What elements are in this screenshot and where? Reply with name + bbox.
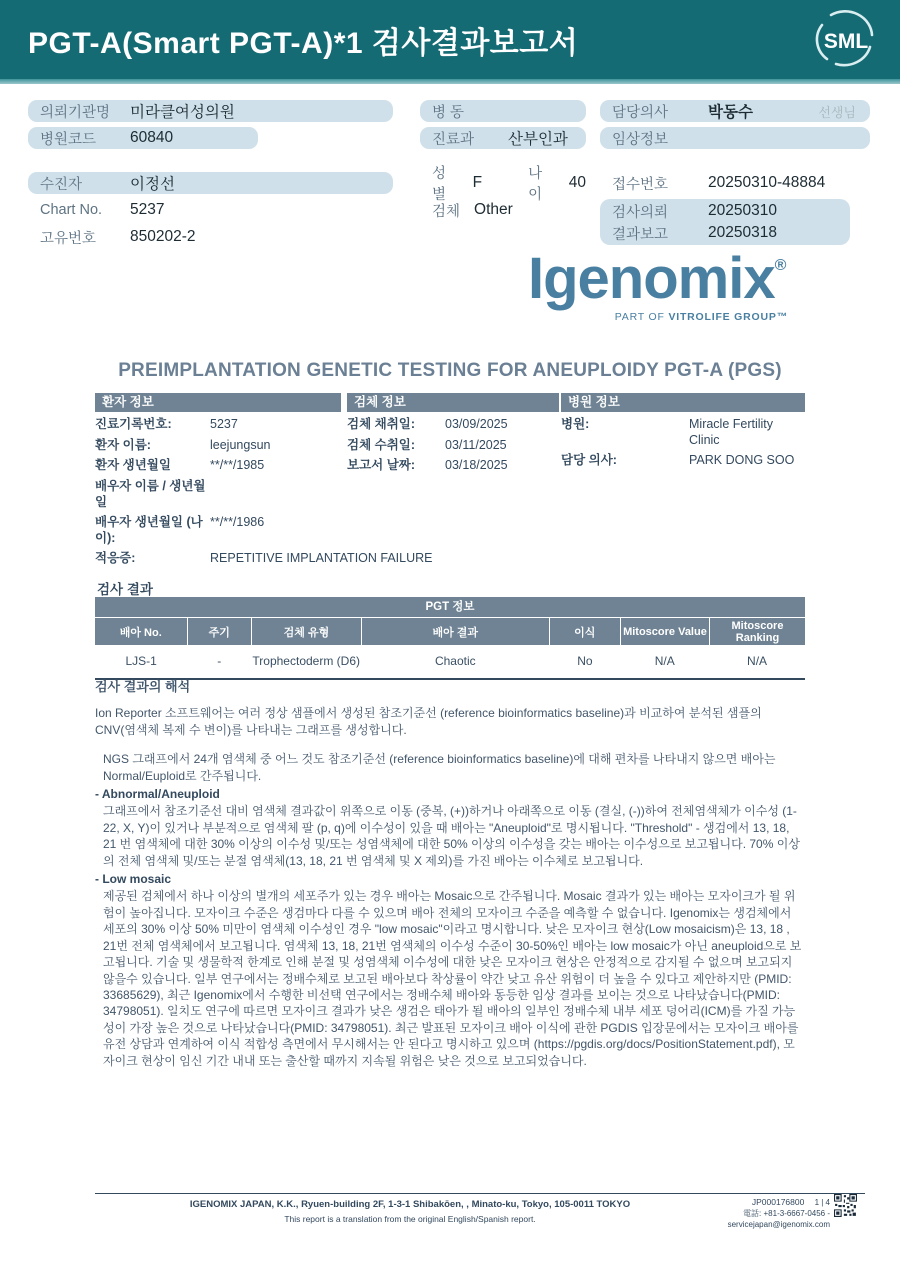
field-label: 임상정보 xyxy=(612,131,669,148)
field-chart-no xyxy=(28,199,393,221)
field-value: 60840 xyxy=(130,129,174,146)
field-value: 20250310-48884 xyxy=(708,174,826,191)
clinic-info-column xyxy=(561,393,805,469)
sml-logo-icon xyxy=(814,9,878,71)
field-label: 진료과 xyxy=(432,131,475,148)
field-ward xyxy=(420,100,586,122)
info-column-right xyxy=(600,100,870,245)
footer-center xyxy=(95,1199,725,1224)
cell-transfer: No xyxy=(577,654,593,668)
footer-email: servicejapan@igenomix.com xyxy=(727,1219,830,1229)
table-row xyxy=(95,645,805,678)
field-referring-org xyxy=(28,100,393,122)
info-row: 담당 의사: PARK DONG SOO xyxy=(561,453,795,468)
gender-value: F xyxy=(472,174,483,191)
field-specimen xyxy=(420,199,586,221)
cell-embryo-result: Chaotic xyxy=(434,654,476,668)
info-row: 진료기록번호: 5237 xyxy=(95,417,238,431)
subline-group: VITROLIFE GROUP™ xyxy=(668,311,788,323)
footer-tel: 電話: +81-3-6667-0456 - xyxy=(743,1208,830,1218)
field-value: 산부인과 xyxy=(508,131,568,148)
field-value: 20250310 xyxy=(708,202,777,219)
info-row: 병원: Miracle Fertility Clinic xyxy=(561,417,774,447)
field-unique-no xyxy=(28,226,393,248)
cell-mitoscore-ranking: N/A xyxy=(747,654,768,668)
field-label: 의뢰기관명 xyxy=(40,104,111,121)
column-header: Mitoscore Ranking xyxy=(710,618,805,645)
interpretation-title: 검사 결과의 해석 xyxy=(95,679,191,694)
field-label: 담당의사 xyxy=(612,104,669,121)
interpretation-subheading: - Abnormal/Aneuploid xyxy=(95,787,220,802)
specimen-value: Other xyxy=(474,201,513,218)
page-title: PGT-A(Smart PGT-A)*1 검사결과보고서 xyxy=(28,26,579,60)
field-label: 병원코드 xyxy=(40,131,97,148)
column-header: 주기 xyxy=(188,618,251,645)
section-header-patient: 환자 정보 xyxy=(95,393,341,412)
field-doctor xyxy=(600,100,870,122)
header-accent-line xyxy=(0,79,900,84)
field-hospital-code xyxy=(28,127,258,149)
field-department xyxy=(420,127,586,149)
header-bar xyxy=(0,0,900,79)
column-header: 이식 xyxy=(550,618,620,645)
cell-mitoscore-value: N/A xyxy=(654,654,675,668)
interpretation-subheading: - Low mosaic xyxy=(95,872,172,887)
field-label: Chart No. xyxy=(40,202,103,218)
info-row: 검체 수취일: 03/11/2025 xyxy=(347,437,507,452)
footer-page-number: 1 | 4 xyxy=(814,1198,830,1207)
results-table xyxy=(95,597,805,680)
section-header-sample: 검체 정보 xyxy=(347,393,559,412)
field-receipt-no xyxy=(600,172,870,194)
footer-doc-code: JP000176800 xyxy=(751,1197,805,1207)
cell-sample-type: Trophectoderm (D6) xyxy=(252,654,360,668)
interpretation-section xyxy=(95,679,803,1071)
igenomix-logo xyxy=(528,246,880,323)
field-value: 5237 xyxy=(130,201,165,218)
field-label: 병 동 xyxy=(432,104,465,121)
column-header: 검체 유형 xyxy=(252,618,361,645)
interpretation-paragraph: 그래프에서 참조기준선 대비 염색체 결과값이 위쪽으로 이동 (중복, (+))하거나 아래쪽으로 이동 (결실, (-))하여 전체염색체가 이수성 (1-22, X, Y)이 있거나 부분적으로 염색체 팔 (p, q)에 이수성이 있을 때 배아는 "Aneuploid"로 명시됩니다. "Threshold" - 생검에서 13, 18, 21 번 염색체에 대한 30% 이상의 이수성 및/또는 성염색체에 대한 50% 이상의 이수성을 갖는 배아는 이수성으로 보고됩니다. 70% 이상의 전체 염색체 및/또는 분절 염색체(13, 18, 21 번 염색체 및 X 제외)를 가진 배아는 이수체로 보고됩니다. xyxy=(103,804,800,868)
footer-note: This report is a translation from the original English/Spanish report. xyxy=(284,1214,536,1224)
field-clinical-info xyxy=(600,127,870,149)
footer-right xyxy=(680,1197,830,1230)
field-label: 접수번호 xyxy=(612,176,669,193)
field-dates-block xyxy=(600,199,850,245)
field-report-date xyxy=(600,222,850,244)
info-column-middle xyxy=(420,100,586,226)
footer-address: IGENOMIX JAPAN, K.K., Ryuen-building 2F, 1-3-1 Shibakōen, , Minato-ku, Tokyo, 105-0011 TOKYO xyxy=(189,1199,631,1210)
field-value: 이정선 xyxy=(130,176,175,193)
age-label: 나이 xyxy=(528,166,543,203)
results-header-row xyxy=(95,618,805,645)
info-row: 환자 생년월일 **/**/1985 xyxy=(95,458,265,473)
registered-mark: ® xyxy=(774,257,786,274)
field-request-date xyxy=(600,200,850,222)
info-row: 환자 이름: leejungsun xyxy=(95,437,271,452)
column-header: 배아 결과 xyxy=(362,618,549,645)
info-row: 배우자 이름 / 생년월일 xyxy=(95,478,206,509)
igenomix-wordmark: Igenomix® xyxy=(528,246,786,311)
column-header: 배아 No. xyxy=(95,618,187,645)
gender-label: 성별 xyxy=(432,166,447,203)
interpretation-paragraph: NGS 그래프에서 24개 염색체 중 어느 것도 참조기준선 (reference bioinformatics baseline)에 대해 편차를 나타내지 않으면 배아는 Normal/Euploid로 간주됩니다. xyxy=(103,752,776,783)
cell-cycle: - xyxy=(217,654,222,668)
info-row: 배우자 생년월일 (나이): **/**/1986 xyxy=(95,515,265,545)
cell-embryo-no: LJS-1 xyxy=(125,654,157,668)
results-banner: PGT 정보 xyxy=(95,597,805,617)
field-value: 850202-2 xyxy=(130,228,196,245)
doctor-honorific: 선생님 xyxy=(818,104,856,120)
report-main-title: PREIMPLANTATION GENETIC TESTING FOR ANEUPLOIDY PGT-A (PGS) xyxy=(118,360,782,381)
column-header: Mitoscore Value xyxy=(621,618,709,645)
field-label: 수진자 xyxy=(40,176,83,193)
subline-part-of: PART OF xyxy=(614,311,669,323)
field-value: 미라클여성의원 xyxy=(130,104,235,121)
section-header-clinic: 병원 정보 xyxy=(561,393,805,412)
results-section-title: 검사 결과 xyxy=(97,582,153,597)
specimen-label: 검체 xyxy=(432,203,461,220)
interpretation-paragraph: 제공된 검체에서 하나 이상의 별개의 세포주가 있는 경우 배아는 Mosaic으로 간주됩니다. Mosaic 결과가 있는 배아는 모자이크가 될 위험이 높아집니다. 모자이크 수준은 생검마다 다를 수 있으며 배아 전체의 모자이크 수준을 예측할 수 없습니다. Igenomix는 생검체에서 세포의 30% 이상 50% 미만이 염색체 이수성인 경우 "low mosaic"이라고 명시합니다. 낮은 모자이크 현상(Low mosaicism)은 13, 18 , 21번 전체 염색체에서 보고됩니다. 염색체 13, 18, 21번 염색체의 이수성 수준이 30-50%인 배아는 low mosaic가 아닌 aneuploid으로 보고됩니다. 기술 및 생물학적 한계로 인해 분절 및 성염색체 이수성에 대한 낮은 모자이크 현상은 안정적으로 감지될 수 없으며 보고되지 않을수 있습니다. 일부 연구에서는 정배수체로 보고된 배아보다 착상률이 약간 낮고 유산 위험이 더 높을 수 있다고 제안하지만 (PMID: 33685629), 최근 Igenomix에서 수행한 비선택 연구에서는 정배수체 배아와 동등한 임상 결과를 보이는 것으로 나타났습니다(PMID: 34798051). 일치도 연구에 따르면 모자이크 결과가 낮은 생검은 태아가 될 배아의 일부인 정배수체 내부 세포 덩어리(ICM)를 가질 가능성이 가장 높은 것으로 나타났습니다(PMID: 34798051). 최근 발표된 모자이크 배아 이식에 관한 PGDIS 입장문에서는 모자이크 배아를 유전 상담과 연계하여 이식 적합성 측면에서 무시해서는 안 된다고 명시하고 있으며 (https://pgdis.org/docs/PositionStatement.pdf), 모자이크 현상이 임신 기간 내내 또는 출산할 때까지 지속될 위험은 낮은 것으로 보고되었습니다. xyxy=(103,889,802,1068)
info-row: 검체 채취일: 03/09/2025 xyxy=(347,417,508,431)
qr-code-icon xyxy=(834,1194,857,1217)
interpretation-paragraph: Ion Reporter 소프트웨어는 여러 정상 샘플에서 생성된 참조기준선 (reference bioinformatics baseline)과 비교하여 분석된 샘플의 CNV(염색체 복제 수 변이)를 나타내는 그래프를 생성합니다. xyxy=(95,706,762,737)
field-patient-name xyxy=(28,172,393,194)
field-gender-age xyxy=(420,166,586,203)
field-value: 박동수 xyxy=(708,104,753,121)
field-label: 고유번호 xyxy=(40,230,97,247)
age-value: 40 xyxy=(568,174,586,191)
sml-logo-text: SML xyxy=(823,30,869,53)
info-row: 보고서 날짜: 03/18/2025 xyxy=(347,458,508,473)
info-column-left xyxy=(28,100,393,253)
field-label: 검사의뢰 xyxy=(612,204,669,221)
info-row: 적응증: REPETITIVE IMPLANTATION FAILURE xyxy=(95,551,433,566)
igenomix-subline xyxy=(528,311,788,323)
field-label: 결과보고 xyxy=(612,226,669,243)
field-value: 20250318 xyxy=(708,224,777,241)
footer-divider xyxy=(95,1193,865,1194)
sample-info-column xyxy=(347,393,559,474)
